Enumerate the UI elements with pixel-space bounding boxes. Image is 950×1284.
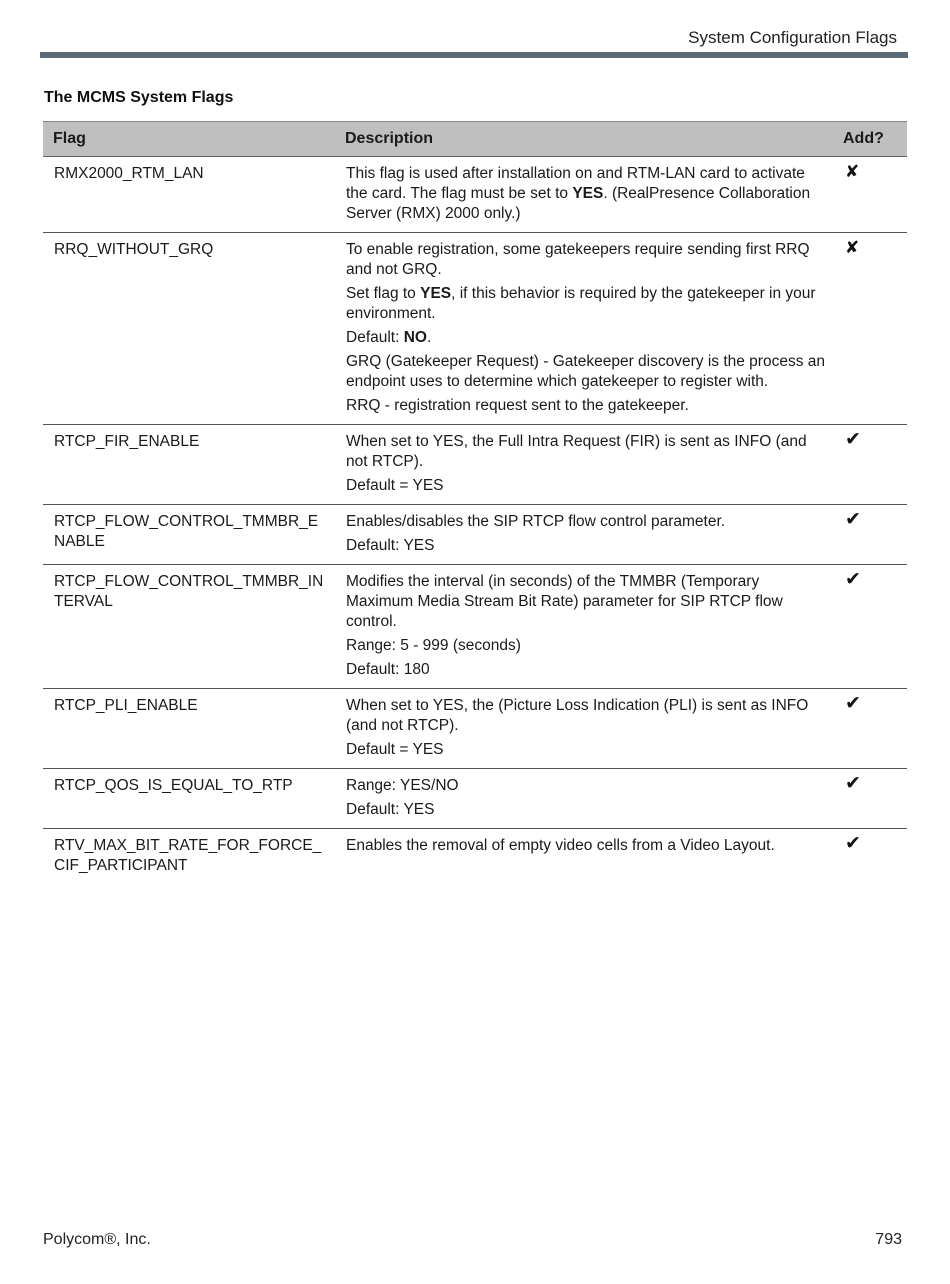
description-text: Default: 180 [346,661,430,678]
description-paragraph [346,836,829,856]
column-header-flag: Flag [43,122,335,157]
table-row [43,425,907,505]
add-cell [835,829,907,885]
flag-name: RTCP_FLOW_CONTROL_TMMBR_INTERVAL [54,573,324,610]
flag-name: RTV_MAX_BIT_RATE_FOR_FORCE_CIF_PARTICIPANT [54,837,322,874]
description-paragraph [346,512,829,532]
description-text: To enable registration, some gatekeepers require sending first RRQ and not GRQ. [346,241,810,278]
description-text: Range: 5 - 999 (seconds) [346,637,521,654]
description-text: GRQ (Gatekeeper Request) - Gatekeeper discovery is the process an endpoint uses to determine which gatekeeper to register with. [346,353,825,390]
description-text: , if this behavior is required by the gatekeeper in your environment. [346,285,816,322]
flag-name: RRQ_WITHOUT_GRQ [54,241,214,258]
page-number: 793 [875,1231,902,1248]
add-cell [835,689,907,769]
description-cell [335,425,835,505]
table-row [43,505,907,565]
description-paragraph [346,396,829,416]
description-paragraph [346,660,829,680]
add-cell [835,425,907,505]
table-body [43,157,907,885]
add-cell [835,157,907,233]
description-text: Modifies the interval (in seconds) of the TMMBR (Temporary Maximum Media Stream Bit Rate) parameter for SIP RTCP flow control. [346,573,783,630]
description-paragraph [346,284,829,324]
description-cell [335,689,835,769]
description-paragraph [346,476,829,496]
description-text: Enables/disables the SIP RTCP flow control parameter. [346,513,726,530]
table-row [43,157,907,233]
description-paragraph [346,352,829,392]
add-cell [835,769,907,829]
table-row [43,565,907,689]
description-cell [335,157,835,233]
checkmark-icon: ✔ [845,693,861,714]
description-paragraph [346,696,829,736]
cross-icon: ✘ [845,238,860,257]
flag-cell [43,829,335,885]
description-text: Default: YES [346,801,435,818]
section-title: The MCMS System Flags [44,89,234,106]
running-header: System Configuration Flags [688,28,897,47]
description-cell [335,565,835,689]
description-cell [335,233,835,425]
flag-cell [43,233,335,425]
header-rule [40,52,908,58]
description-text: Default = YES [346,477,444,494]
flag-cell [43,565,335,689]
description-text: Default: [346,329,404,346]
flag-name: RTCP_FIR_ENABLE [54,433,200,450]
table-row [43,829,907,885]
description-text: . [426,329,432,346]
description-text: When set to YES, the (Picture Loss Indication (PLI) is sent as INFO (and not RTCP). [346,697,809,734]
flags-table [43,121,907,884]
description-text: When set to YES, the Full Intra Request (FIR) is sent as INFO (and not RTCP). [346,433,807,470]
description-text: RRQ - registration request sent to the gatekeeper. [346,397,689,414]
flag-cell [43,157,335,233]
description-text: . (RealPresence Collaboration Server (RMX) 2000 only.) [346,185,811,222]
checkmark-icon: ✔ [845,429,861,450]
cross-icon: ✘ [845,162,860,181]
table-row [43,689,907,769]
description-paragraph [346,432,829,472]
description-paragraph [346,800,829,820]
description-cell [335,769,835,829]
add-cell [835,565,907,689]
description-paragraph [346,636,829,656]
description-paragraph [346,328,829,348]
add-cell [835,233,907,425]
description-paragraph [346,572,829,632]
checkmark-icon: ✔ [845,509,861,530]
description-text: Default = YES [346,741,444,758]
flag-name: RMX2000_RTM_LAN [54,165,204,182]
description-cell [335,505,835,565]
description-emphasis: NO [403,329,427,346]
description-paragraph [346,776,829,796]
checkmark-icon: ✔ [845,773,861,794]
footer-company: Polycom®, Inc. [43,1231,151,1248]
add-cell [835,505,907,565]
description-paragraph [346,240,829,280]
description-emphasis: YES [572,185,604,202]
flag-name: RTCP_QOS_IS_EQUAL_TO_RTP [54,777,293,794]
checkmark-icon: ✔ [845,833,861,854]
flag-cell [43,769,335,829]
flag-name: RTCP_FLOW_CONTROL_TMMBR_ENABLE [54,513,319,550]
column-header-description: Description [335,122,835,157]
column-header-add: Add? [835,122,907,157]
description-cell [335,829,835,885]
description-paragraph [346,536,829,556]
description-text: This flag is used after installation on and RTM-LAN card to activate the card. The flag must be set to [346,165,805,202]
flag-cell [43,425,335,505]
table-row [43,769,907,829]
description-paragraph [346,740,829,760]
description-emphasis: YES [420,285,452,302]
description-text: Enables the removal of empty video cells from a Video Layout. [346,837,775,854]
table-header-row [43,122,907,157]
description-text: Set flag to [346,285,421,302]
flag-name: RTCP_PLI_ENABLE [54,697,198,714]
table-row [43,233,907,425]
flag-cell [43,689,335,769]
description-paragraph [346,164,829,224]
flag-cell [43,505,335,565]
description-text: Range: YES/NO [346,777,459,794]
checkmark-icon: ✔ [845,569,861,590]
description-text: Default: YES [346,537,435,554]
